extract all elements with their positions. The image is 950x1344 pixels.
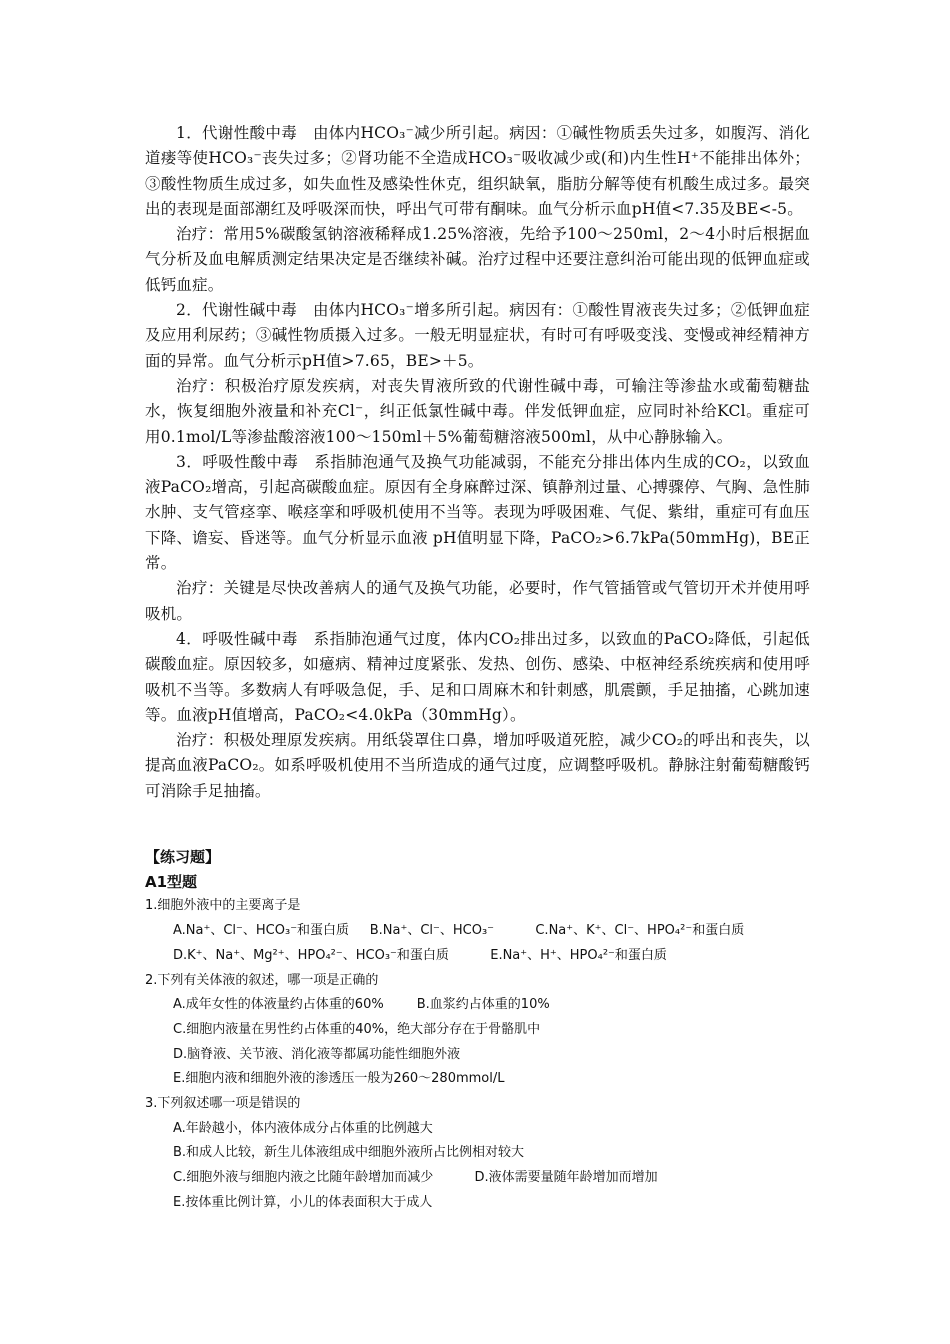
- paragraph-respiratory-alkalosis: 4．呼吸性碱中毒 系指肺泡通气过度，体内CO₂排出过多，以致血的PaCO₂降低，引起低碳酸血症。原因较多，如癔病、精神过度紧张、发热、创伤、感染、中枢神经系统疾病和使用呼吸机不当等。多数病人有呼吸急促，手、足和口周麻木和针刺感，肌震颤，手足抽搐，心跳加速等。血液pH值增高，PaCO₂<4.0kPa（30mmHg）。: [145, 629, 810, 724]
- question-1: 1.细胞外液中的主要离子是: [145, 898, 301, 914]
- exercise-subheading: A1型题: [145, 872, 198, 891]
- paragraph-metabolic-alkalosis: 2．代谢性碱中毒 由体内HCO₃⁻增多所引起。病因有：①酸性胃液丧失过多；②低钾血症及应用利尿药；③碱性物质摄入过多。一般无明显症状，有时可有呼吸变浅、变慢或神经精神方面的异常。血气分析示pH值>7.65，BE>＋5。: [145, 301, 810, 370]
- question-3: 3.下列叙述哪一项是错误的: [145, 1096, 301, 1112]
- exercise-heading: 【练习题】: [145, 848, 221, 866]
- question-2: 2.下列有关体液的叙述，哪一项是正确的: [145, 972, 379, 988]
- question-2-options-line-3: D.脑脊液、关节液、消化液等都属功能性细胞外液: [173, 1046, 461, 1062]
- question-1-options-line-1: A.Na⁺、Cl⁻、HCO₃⁻和蛋白质 B.Na⁺、Cl⁻、HCO₃⁻ C.Na⁺、K⁺、Cl⁻、HPO₄²⁻和蛋白质: [173, 923, 745, 939]
- paragraph-metabolic-acidosis-treatment: 治疗：常用5%碳酸氢钠溶液稀释成1.25%溶液，先给予100～250ml，2～4小时后根据血气分析及血电解质测定结果决定是否继续补碱。治疗过程中还要注意纠治可能出现的低钾血症或低钙血症。: [145, 225, 810, 294]
- question-2-options-line-4: E.细胞内液和细胞外液的渗透压一般为260～280mmol/L: [173, 1071, 505, 1087]
- paragraph-metabolic-acidosis: 1．代谢性酸中毒 由体内HCO₃⁻减少所引起。病因：①碱性物质丢失过多，如腹泻、消化道瘘等使HCO₃⁻丧失过多；②肾功能不全造成HCO₃⁻吸收减少或(和)内生性H⁺不能排出体外；③酸性物质生成过多，如失血性及感染性休克，组织缺氧，脂肪分解等使有机酸生成过多。最突出的表现是面部潮红及呼吸深而快，呼出气可带有酮味。血气分析示血pH值<7.35及BE<-5。: [145, 124, 810, 218]
- question-2-options-line-1: A.成年女性的体液量约占体重的60% B.血浆约占体重的10%: [173, 997, 550, 1013]
- paragraph-respiratory-acidosis: 3．呼吸性酸中毒 系指肺泡通气及换气功能减弱，不能充分排出体内生成的CO₂，以致血液PaCO₂增高，引起高碳酸血症。原因有全身麻醉过深、镇静剂过量、心搏骤停、气胸、急性肺水肿、支气管痉挛、喉痉挛和呼吸机使用不当等。表现为呼吸困难、气促、紫绀，重症可有血压下降、谵妄、昏迷等。血气分析显示血液 pH值明显下降，PaCO₂>6.7kPa(50mmHg)，BE正常。: [145, 452, 810, 573]
- question-3-options-line-2: B.和成人比较，新生儿体液组成中细胞外液所占比例相对较大: [173, 1145, 525, 1161]
- question-3-options-line-1: A.年龄越小，体内液体成分占体重的比例越大: [173, 1120, 433, 1136]
- body-text: [145, 121, 810, 804]
- paragraph-respiratory-acidosis-treatment: 治疗：关键是尽快改善病人的通气及换气功能，必要时，作气管插管或气管切开术并使用呼吸机。: [145, 579, 810, 623]
- question-1-options-line-2: D.K⁺、Na⁺、Mg²⁺、HPO₄²⁻、HCO₃⁻和蛋白质 E.Na⁺、H⁺、HPO₄²⁻和蛋白质: [173, 947, 667, 963]
- paragraph-respiratory-alkalosis-treatment: 治疗：积极处理原发疾病。用纸袋罩住口鼻，增加呼吸道死腔，减少CO₂的呼出和丧失，以提高血液PaCO₂。如系呼吸机使用不当所造成的通气过度，应调整呼吸机。静脉注射葡萄糖酸钙可消除手足抽搐。: [145, 731, 810, 800]
- question-3-options-line-3: C.细胞外液与细胞内液之比随年龄增加而减少 D.液体需要量随年龄增加而增加: [173, 1170, 658, 1186]
- question-2-options-line-2: C.细胞内液量在男性约占体重的40%，绝大部分存在于骨骼肌中: [173, 1021, 541, 1037]
- paragraph-metabolic-alkalosis-treatment: 治疗：积极治疗原发疾病，对丧失胃液所致的代谢性碱中毒，可输注等渗盐水或葡萄糖盐水，恢复细胞外液量和补充Cl⁻，纠正低氯性碱中毒。伴发低钾血症，应同时补给KCl。重症可用0.1mol/L等渗盐酸溶液100～150ml＋5%葡萄糖溶液500ml，从中心静脉输入。: [145, 376, 810, 446]
- exercise-section: [145, 845, 865, 1216]
- question-3-options-line-4: E.按体重比例计算，小儿的体表面积大于成人: [173, 1194, 433, 1210]
